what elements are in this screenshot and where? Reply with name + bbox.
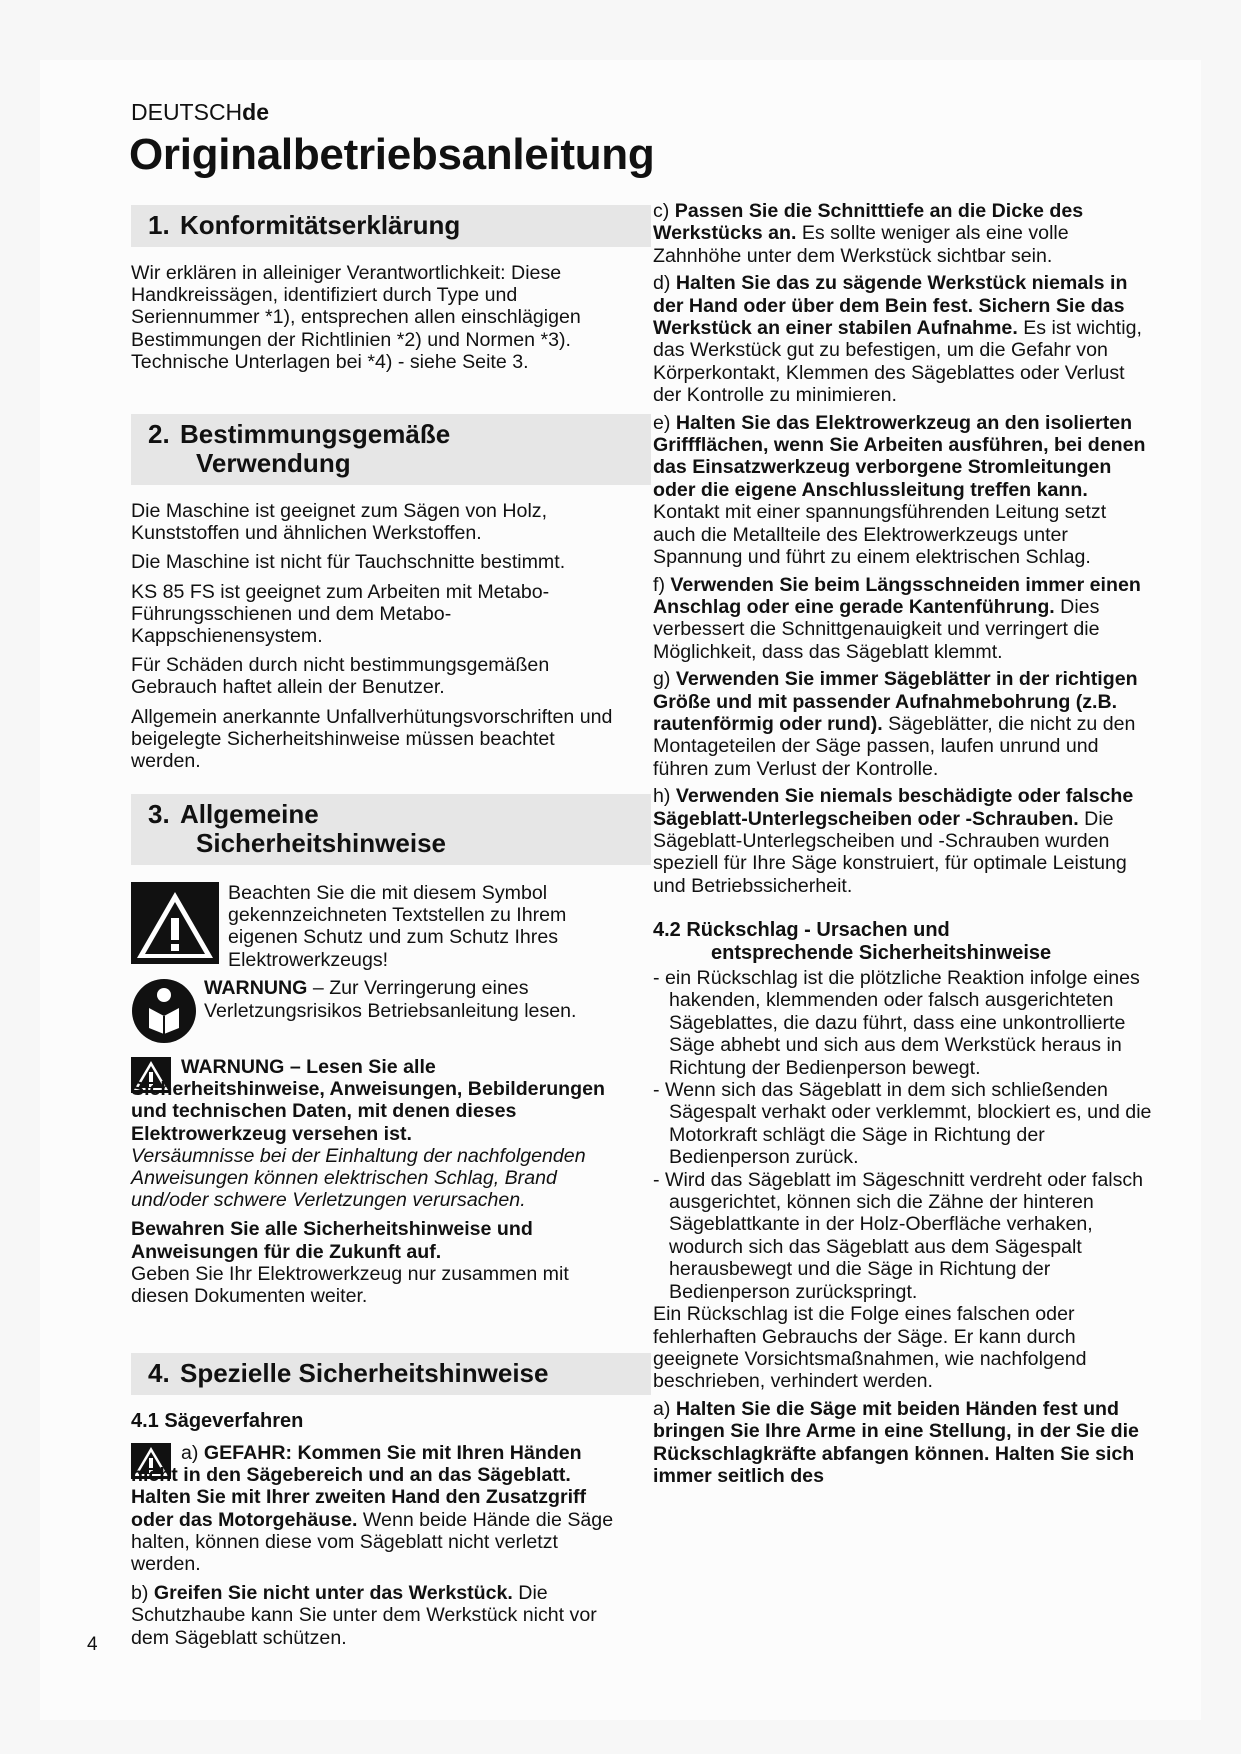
document-title: Originalbetriebsanleitung [129, 130, 655, 179]
read-manual-icon [131, 978, 197, 1044]
page-number: 4 [87, 1634, 98, 1655]
s2-p1: Die Maschine ist geeignet zum Sägen von Holz, Kunststoffen und ähnlichen Werkstoffen. [131, 500, 548, 545]
s3-keep-text: Geben Sie Ihr Elektrowerkzeug nur zusammen mit diesen Dokumenten weiter. [131, 1262, 569, 1308]
kickback-bullet-1: - ein Rückschlag ist die plötzliche Reaktion infolge eines hakenden, klemmenden oder falsch ausgerichteten Sägeblattes, die dazu führt, dass eine unkontrollierte Säge abhebt und sich aus dem Werkstück heraus in Richtung der Bedienperson bewegt. [653, 967, 1140, 1079]
warning-triangle-icon [131, 882, 219, 964]
item-kick-a: a) Halten Sie die Säge mit beiden Händen fest und bringen Sie Ihre Arme in eine Stellung, in der Sie die Rückschlagkräfte abfangen können. Halten Sie sich immer seitlich des [653, 1397, 1139, 1487]
language-header: DEUTSCHde [131, 99, 270, 125]
item-c: c) Passen Sie die Schnitttiefe an die Dicke des Werkstücks an. Es sollte weniger als eine volle Zahnhöhe unter dem Werkstück sichtbar sein. [653, 200, 1084, 267]
right-column [653, 200, 1153, 1487]
s3-keep-bold: Bewahren Sie alle Sicherheitshinweise und Anweisungen für die Zukunft auf. [131, 1218, 533, 1263]
s3-symbol-text: Beachten Sie die mit diesem Symbol gekennzeichneten Textstellen zu Ihrem eigenen Schutz und zum Schutz Ihres Elektrowerkzeugs! [228, 882, 567, 971]
s2-p3: KS 85 FS ist geeignet zum Arbeiten mit Metabo-Führungsschienen und dem Metabo-Kappschienensystem. [131, 580, 550, 648]
item-e: e) Halten Sie das Elektrowerkzeug an den isolierten Griffflächen, wenn Sie Arbeiten ausführen, bei denen das Einsatzwerkzeug verborgene Stromleitungen oder die eigene Anschlussleitung treffen kann. Kontakt mit einer spannungsführenden Leitung setzt auch die Metallteile des Elektrowerkzeugs unter Spannung und führt zu einem elektrischen Schlag. [653, 411, 1146, 569]
s2-p2: Die Maschine ist nicht für Tauchschnitte bestimmt. [131, 551, 566, 574]
s1-paragraph: Wir erklären in alleiniger Verantwortlichkeit: Diese Handkreissägen, identifiziert durch Type und Seriennummer *1), entsprechen allen einschlägigen Bestimmungen der Richtlinien *2) und Normen *3). Technische Unterlagen bei *4) - siehe Seite 3. [131, 262, 581, 373]
s3-warning-italic: Versäumnisse bei der Einhaltung der nachfolgenden Anweisungen können elektrischen Schlag, Brand und/oder schwere Verletzungen verursachen. [131, 1144, 586, 1212]
s2-p4: Für Schäden durch nicht bestimmungsgemäßen Gebrauch haftet allein der Benutzer. [131, 654, 550, 699]
section-2-heading: 2. Bestimmungsgemäße Verwendung [131, 414, 651, 485]
s41-a: a) GEFAHR: Kommen Sie mit Ihren Händen nicht in den Sägebereich und an das Sägeblatt. Halten Sie mit Ihrer zweiten Hand den Zusatzgriff oder das Motorgehäuse. Wenn beide Hände die Säge halten, können diese vom Sägeblatt nicht verletzt werden. [131, 1442, 614, 1576]
s2-p5: Allgemein anerkannte Unfallverhütungsvorschriften und beigelegte Sicherheitshinweise müssen beachtet werden. [131, 705, 613, 773]
kickback-bullet-2: - Wenn sich das Sägeblatt in dem sich schließenden Sägespalt verhakt oder verklemmt, blockiert es, und die Motorkraft schlägt die Säge in Richtung der Bedienperson zurück. [653, 1079, 1152, 1169]
item-g: g) Verwenden Sie immer Sägeblätter in der richtigen Größe und mit passender Aufnahmebohrung (z.B. rautenförmig oder rund). Sägeblätter, die nicht zu den Montageteilen der Säge passen, laufen unrund und führen zum Verlust der Kontrolle. [653, 668, 1138, 780]
s41-body [131, 1442, 626, 1649]
s42-heading: 4.2 Rückschlag - Ursachen und entsprechende Sicherheitshinweise [653, 919, 1052, 964]
s41-b: b) Greifen Sie nicht unter das Werkstück. Die Schutzhaube kann Sie unter dem Werkstück nicht vor dem Sägeblatt schützen. [131, 1582, 597, 1649]
s3-warning-block [131, 1056, 626, 1307]
s41-heading: 4.1 Sägeverfahren [131, 1410, 304, 1432]
item-f: f) Verwenden Sie beim Längsschneiden immer einen Anschlag oder eine gerade Kantenführung. Dies verbessert die Schnittgenauigkeit und verringert die Möglichkeit, dass das Sägeblatt klemmt. [653, 573, 1141, 663]
section-1-heading: 1. Konformitätserklärung [131, 205, 651, 247]
kickback-bullet-3: - Wird das Sägeblatt im Sägeschnitt verdreht oder falsch ausgerichtet, können sich die Zähne der hinteren Sägeblattkante in der Holz-Oberfläche verhaken, wodurch sich das Sägeblatt aus dem Sägespalt herausbewegt und die Säge in Richtung der Bedienperson zurückspringt. [653, 1168, 1144, 1303]
s2-body [131, 500, 626, 772]
item-h: h) Verwenden Sie niemals beschädigte oder falsche Sägeblatt-Unterlegscheiben oder -Schrauben. Die Sägeblatt-Unterlegscheiben und -Schrauben wurden speziell für Ihre Säge konstruiert, für optimale Leistung und Betriebssicherheit. [653, 785, 1134, 897]
section-4-heading: 4. Spezielle Sicherheitshinweise [131, 1353, 651, 1395]
kickback-summary: Ein Rückschlag ist die Folge eines falschen oder fehlerhaften Gebrauchs der Säge. Er kann durch geeignete Vorsichtsmaßnahmen, wie nachfolgend beschrieben, verhindert werden. [653, 1303, 1087, 1393]
section-3-heading: 3. Allgemeine Sicherheitshinweise [131, 794, 651, 865]
s3-warning-read-manual: WARNUNG – Zur Verringerung eines Verletzungsrisikos Betriebsanleitung lesen. [204, 977, 577, 1022]
item-d: d) Halten Sie das zu sägende Werkstück niemals in der Hand oder über dem Bein fest. Sichern Sie das Werkstück an einer stabilen Aufnahme. Es ist wichtig, das Werkstück gut zu befestigen, um die Gefahr von Körperkontakt, Klemmen des Sägeblattes oder Verlust der Kontrolle zu minimieren. [653, 272, 1142, 407]
s3-warning-bold: WARNUNG – Lesen Sie alle Sicherheitshinweise, Anweisungen, Bebilderungen und technischen Daten, mit denen dieses Elektrowerkzeug versehen ist. [131, 1056, 605, 1145]
